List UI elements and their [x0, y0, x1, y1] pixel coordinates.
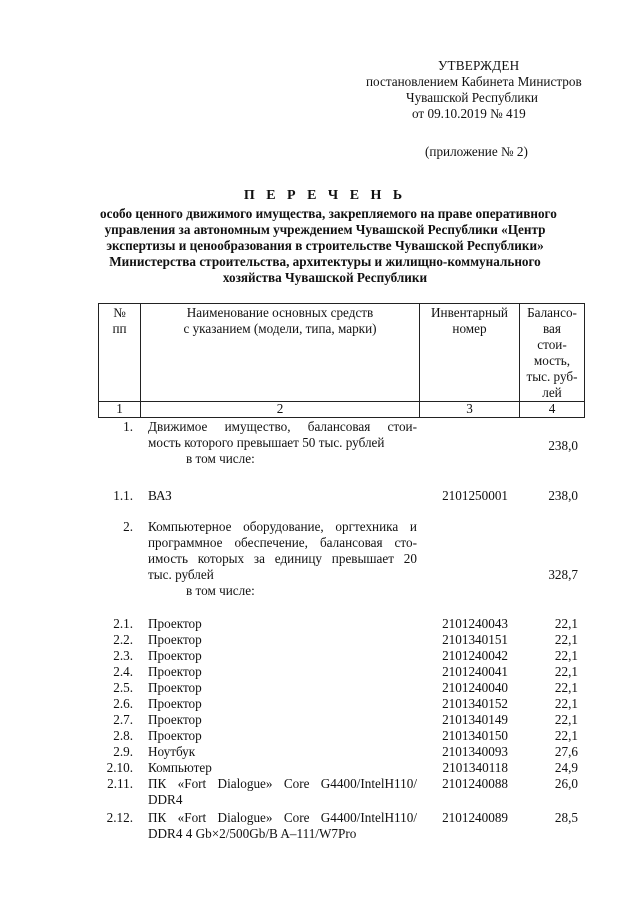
row-number: 1.1.	[113, 488, 133, 503]
heading-line: управления за автономным учреждением Чувашской Республики «Центр	[104, 222, 546, 237]
header-name: Наименование основных средств с указанием (модели, типа, марки)	[141, 304, 420, 402]
column-number: 2	[141, 402, 420, 418]
row-inventory: 2101240043	[442, 616, 508, 631]
row-inventory: 2101340093	[442, 744, 508, 759]
row-inventory: 2101240040	[442, 680, 508, 695]
row-name: Проектор	[148, 728, 202, 743]
row-value: 22,1	[554, 712, 578, 727]
row-name: Проектор	[148, 664, 202, 679]
row-number: 2.3.	[113, 648, 133, 663]
row-name: Компьютерное оборудование, оргтехника и программное обеспечение, балансовая сто- имость которых за единицу превышает 20 тыс. рублей в том числе:	[148, 519, 417, 598]
row-name: Проектор	[148, 696, 202, 711]
row-inventory: 2101250001	[442, 488, 508, 503]
annex-label: (приложение № 2)	[425, 144, 528, 159]
table-row	[98, 680, 584, 696]
table-row	[98, 419, 584, 488]
row-number: 2.4.	[113, 664, 133, 679]
row-name: ПК «Fort Dialogue» Core G4400/IntelH110/ DDR4 4 Gb×2/500Gb/B A–111/W7Pro	[148, 810, 417, 841]
row-value: 24,9	[554, 760, 578, 775]
table-row	[98, 810, 584, 844]
row-number: 2.1.	[113, 616, 133, 631]
approval-line-1: постановлением Кабинета Министров	[366, 74, 582, 89]
row-value: 22,1	[554, 664, 578, 679]
row-number: 2.12.	[106, 810, 133, 825]
table-row	[98, 616, 584, 632]
row-value: 22,1	[554, 648, 578, 663]
header-inventory: Инвентарный номер	[420, 304, 520, 402]
approval-block	[360, 58, 600, 122]
row-number: 2.2.	[113, 632, 133, 647]
document-heading	[100, 188, 557, 286]
column-number: 3	[420, 402, 520, 418]
row-inventory: 2101240089	[442, 810, 508, 825]
table-header	[98, 303, 585, 418]
header-number: № пп	[99, 304, 141, 402]
row-value: 22,1	[554, 728, 578, 743]
heading-line: особо ценного движимого имущества, закрепляемого на праве оперативного	[100, 206, 557, 221]
heading-line: экспертизы и ценообразования в строительстве Чувашской Республики»	[106, 238, 544, 253]
table-row	[98, 776, 584, 810]
row-number: 2.7.	[113, 712, 133, 727]
row-name: Движимое имущество, балансовая стои- мость которого превышает 50 тыс. рублей в том числе:	[148, 419, 417, 466]
row-inventory: 2101240042	[442, 648, 508, 663]
row-inventory: 2101240041	[442, 664, 508, 679]
heading-line: хозяйства Чувашской Республики	[222, 270, 428, 285]
table-row	[98, 696, 584, 712]
document-title: П Е Р Е Ч Е Н Ь	[243, 188, 407, 203]
row-number: 1.	[123, 419, 133, 434]
table-row	[98, 648, 584, 664]
table-row	[98, 488, 584, 519]
row-name: Проектор	[148, 648, 202, 663]
row-value: 22,1	[554, 696, 578, 711]
row-number: 2.	[123, 519, 133, 534]
row-number: 2.9.	[113, 744, 133, 759]
row-name: Проектор	[148, 616, 202, 631]
header-value: Балансо- вая стои- мость, тыс. руб- лей	[520, 304, 585, 402]
row-value: 27,6	[554, 744, 578, 759]
table-row	[98, 632, 584, 648]
column-number: 1	[99, 402, 141, 418]
row-inventory: 2101340150	[442, 728, 508, 743]
row-inventory	[417, 419, 516, 488]
approval-line-2: Чувашской Республики	[406, 90, 538, 105]
approval-title: УТВЕРЖДЕН	[438, 58, 520, 73]
approval-line-3: от 09.10.2019 № 419	[412, 106, 526, 121]
column-number: 4	[520, 402, 585, 418]
row-value: 26,0	[554, 776, 578, 791]
row-inventory: 2101240088	[442, 776, 508, 791]
row-value: 22,1	[554, 680, 578, 695]
row-number: 2.6.	[113, 696, 133, 711]
row-inventory: 2101340152	[442, 696, 508, 711]
row-value: 28,5	[554, 810, 578, 825]
heading-line: Министерства строительства, архитектуры и жилищно-коммунального	[109, 254, 541, 269]
table-row	[98, 728, 584, 744]
row-inventory: 2101340151	[442, 632, 508, 647]
table-body	[98, 419, 584, 844]
row-value: 328,7	[548, 567, 578, 582]
table-row	[98, 519, 584, 616]
table-row	[98, 744, 584, 760]
table-row	[98, 664, 584, 680]
row-value: 238,0	[548, 488, 578, 503]
row-number: 2.11.	[107, 776, 133, 791]
row-value: 22,1	[554, 632, 578, 647]
table-row	[98, 712, 584, 728]
row-name: Проектор	[148, 680, 202, 695]
row-inventory	[417, 519, 516, 616]
row-number: 2.8.	[113, 728, 133, 743]
table-row	[98, 760, 584, 776]
row-name: Компьютер	[148, 760, 212, 775]
row-inventory: 2101340149	[442, 712, 508, 727]
row-value: 238,0	[548, 438, 578, 453]
row-name: Проектор	[148, 712, 202, 727]
row-name: ВАЗ	[148, 488, 172, 503]
row-name: ПК «Fort Dialogue» Core G4400/IntelH110/ DDR4	[148, 776, 417, 807]
row-number: 2.10.	[106, 760, 133, 775]
row-name: Проектор	[148, 632, 202, 647]
row-number: 2.5.	[113, 680, 133, 695]
row-value: 22,1	[554, 616, 578, 631]
row-inventory: 2101340118	[442, 760, 508, 775]
row-name: Ноутбук	[148, 744, 196, 759]
